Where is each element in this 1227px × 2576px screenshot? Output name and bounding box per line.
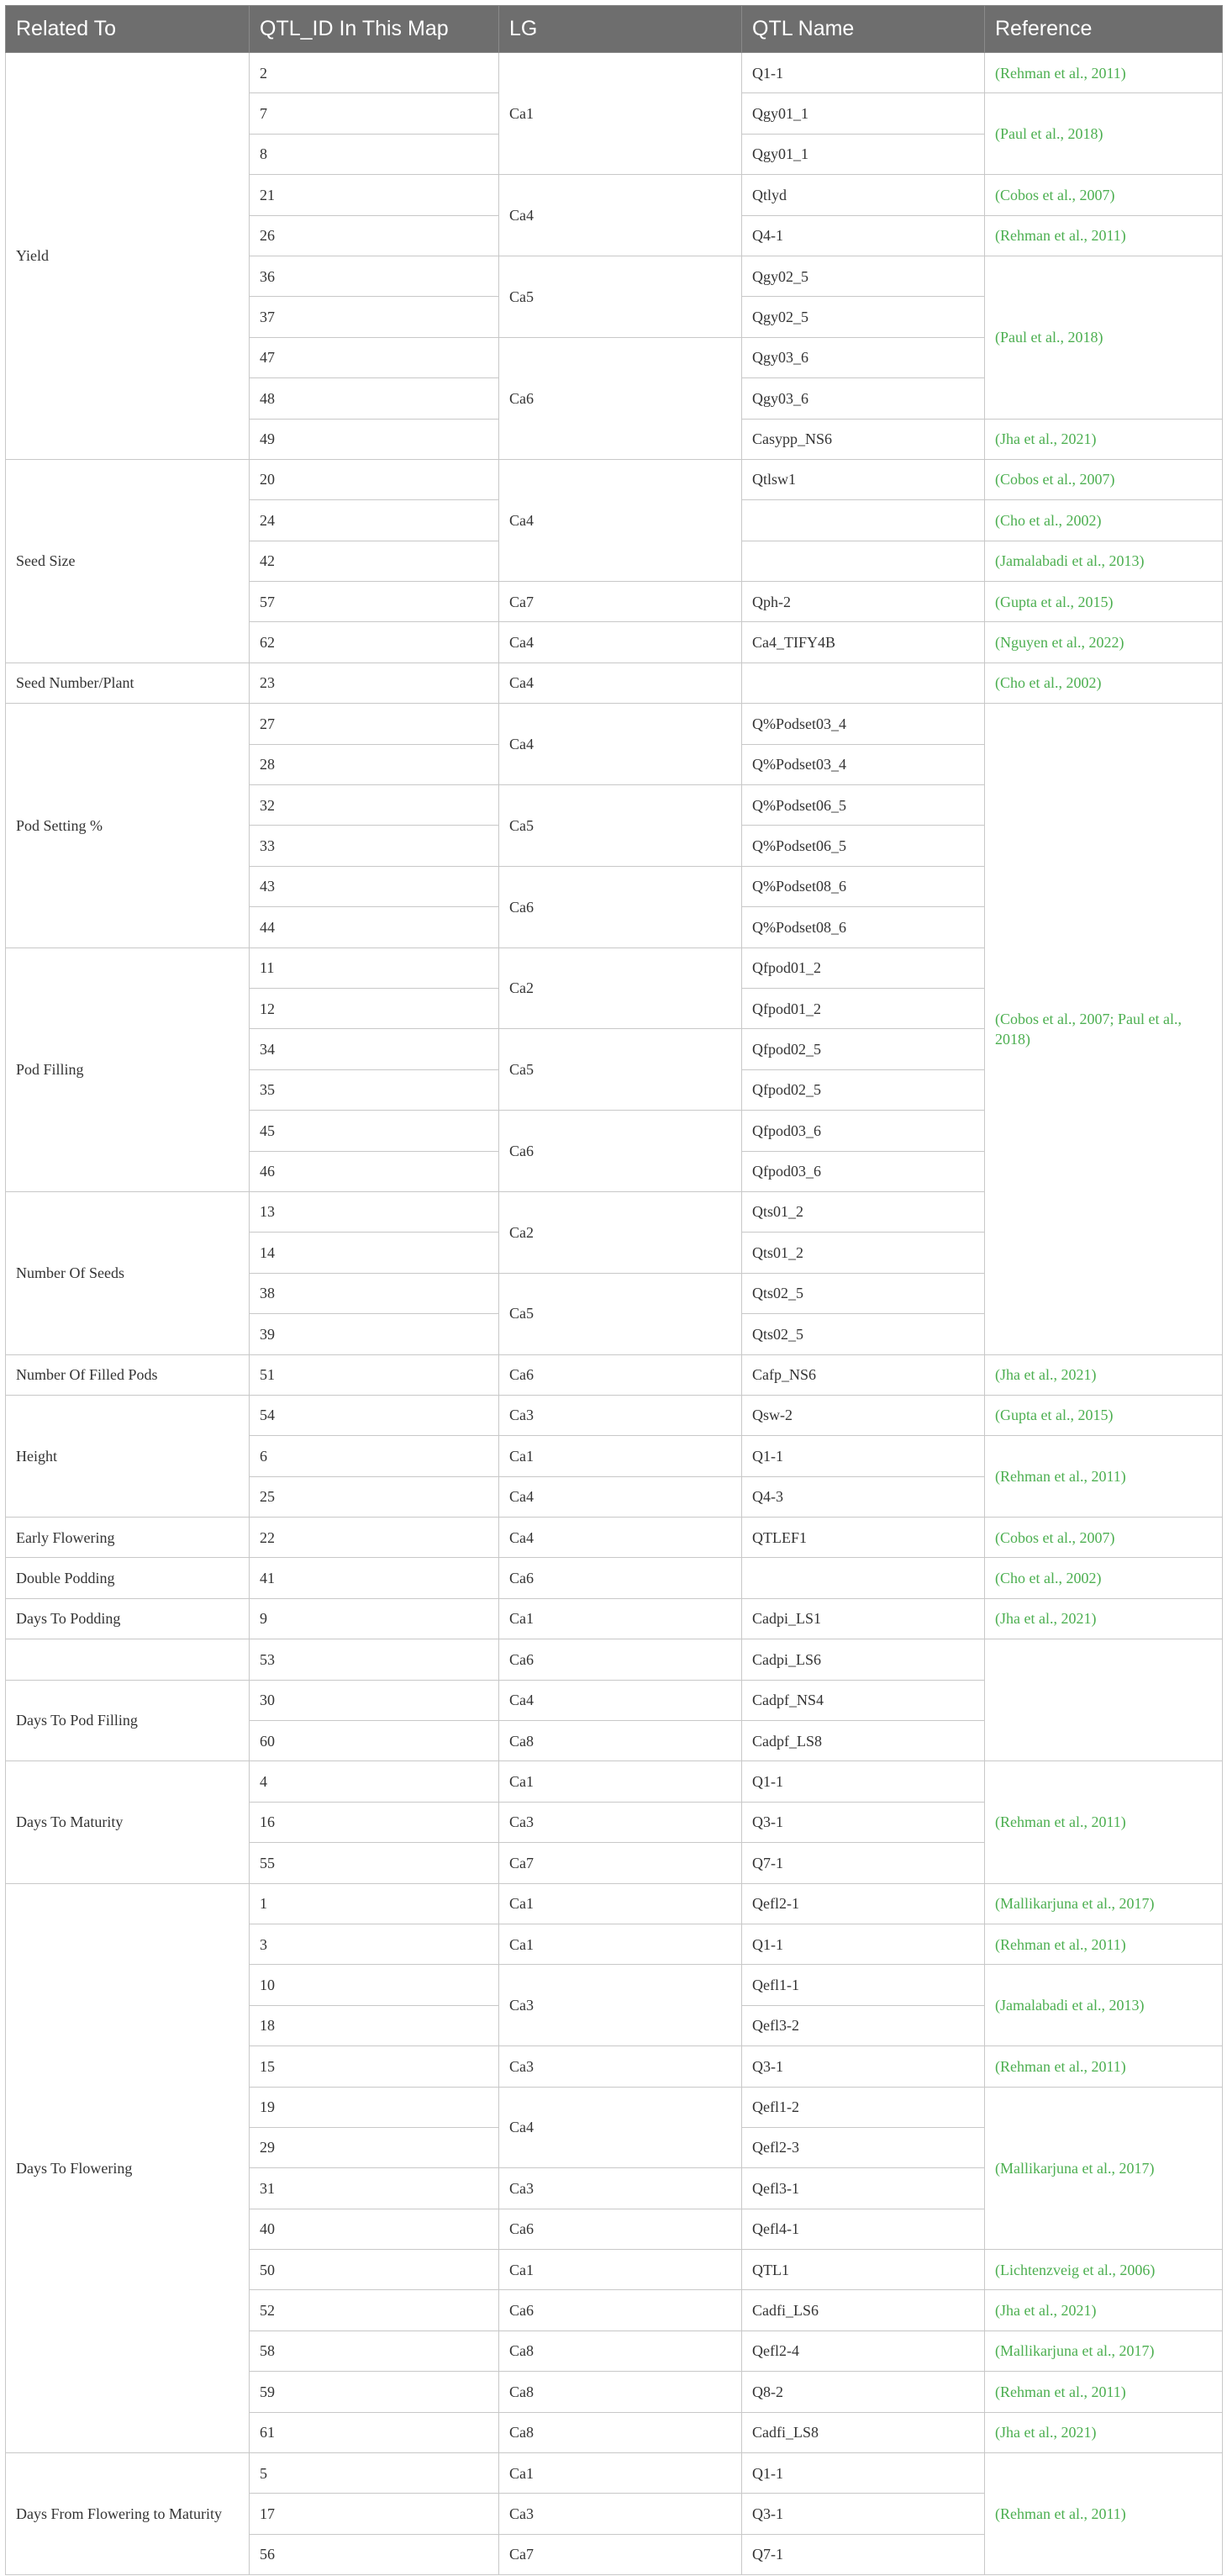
- reference-cell[interactable]: (Cho et al., 2002): [985, 1558, 1223, 1598]
- related-to-cell: Days To Flowering: [6, 1883, 250, 2452]
- reference-cell[interactable]: (Jha et al., 2021): [985, 2412, 1223, 2452]
- qtl-name-cell: [742, 662, 985, 703]
- related-to-cell: Pod Filling: [6, 948, 250, 1191]
- qtl-id-cell: 45: [250, 1111, 499, 1151]
- qtl-name-cell: Qgy01_1: [742, 134, 985, 174]
- qtl-name-cell: Qgy01_1: [742, 93, 985, 134]
- table-row: [6, 1598, 1223, 1639]
- table-row: [6, 1518, 1223, 1558]
- table-row: [6, 1761, 1223, 1802]
- qtl-id-cell: 4: [250, 1761, 499, 1802]
- table-row: [6, 53, 1223, 93]
- qtl-id-cell: 39: [250, 1314, 499, 1354]
- related-to-cell: Height: [6, 1395, 250, 1517]
- qtl-name-cell: Qgy03_6: [742, 337, 985, 377]
- reference-cell[interactable]: (Rehman et al., 2011): [985, 215, 1223, 256]
- qtl-id-cell: 12: [250, 988, 499, 1028]
- qtl-name-cell: Q%Podset08_6: [742, 907, 985, 948]
- table-row: [6, 1883, 1223, 1924]
- qtl-id-cell: 30: [250, 1680, 499, 1720]
- lg-cell: Ca6: [499, 1639, 742, 1680]
- lg-cell: Ca1: [499, 1598, 742, 1639]
- qtl-id-cell: 42: [250, 541, 499, 581]
- qtl-name-cell: Cadpf_NS4: [742, 1680, 985, 1720]
- lg-cell: Ca8: [499, 2412, 742, 2452]
- lg-cell: Ca4: [499, 662, 742, 703]
- header-related-to: Related To: [6, 6, 250, 53]
- qtl-table: [5, 5, 1223, 2575]
- qtl-id-cell: 26: [250, 215, 499, 256]
- lg-cell: Ca4: [499, 459, 742, 581]
- related-to-cell: Number Of Filled Pods: [6, 1354, 250, 1395]
- qtl-name-cell: Qefl1-2: [742, 2087, 985, 2127]
- reference-cell[interactable]: (Cobos et al., 2007): [985, 1518, 1223, 1558]
- qtl-id-cell: 50: [250, 2250, 499, 2290]
- table-row: [6, 704, 1223, 744]
- lg-cell: Ca6: [499, 2290, 742, 2331]
- qtl-name-cell: Cadfi_LS6: [742, 2290, 985, 2331]
- lg-cell: Ca7: [499, 2534, 742, 2574]
- reference-cell[interactable]: (Rehman et al., 2011): [985, 1924, 1223, 1964]
- related-to-cell: Days To Pod Filling: [6, 1680, 250, 1761]
- qtl-id-cell: 29: [250, 2127, 499, 2167]
- reference-cell[interactable]: (Rehman et al., 2011): [985, 2372, 1223, 2412]
- related-to-cell: Early Flowering: [6, 1518, 250, 1558]
- qtl-id-cell: 43: [250, 866, 499, 906]
- qtl-id-cell: 1: [250, 1883, 499, 1924]
- qtl-name-cell: Qfpod02_5: [742, 1029, 985, 1069]
- qtl-name-cell: Q1-1: [742, 2453, 985, 2494]
- reference-cell[interactable]: (Paul et al., 2018): [985, 93, 1223, 175]
- qtl-name-cell: Q4-1: [742, 215, 985, 256]
- lg-cell: Ca4: [499, 1476, 742, 1517]
- qtl-name-cell: Qfpod02_5: [742, 1069, 985, 1110]
- qtl-id-cell: 31: [250, 2168, 499, 2209]
- header-qtl-id: QTL_ID In This Map: [250, 6, 499, 53]
- reference-cell[interactable]: (Jha et al., 2021): [985, 419, 1223, 459]
- lg-cell: Ca4: [499, 175, 742, 256]
- qtl-id-cell: 18: [250, 2005, 499, 2045]
- reference-cell[interactable]: (Jha et al., 2021): [985, 2290, 1223, 2331]
- qtl-id-cell: 24: [250, 500, 499, 541]
- reference-cell[interactable]: (Cho et al., 2002): [985, 500, 1223, 541]
- qtl-id-cell: 41: [250, 1558, 499, 1598]
- qtl-name-cell: [742, 500, 985, 541]
- qtl-name-cell: Qph-2: [742, 582, 985, 622]
- related-to-cell: Days To Maturity: [6, 1761, 250, 1883]
- qtl-id-cell: 35: [250, 1069, 499, 1110]
- lg-cell: Ca4: [499, 622, 742, 662]
- qtl-name-cell: Q1-1: [742, 53, 985, 93]
- reference-cell[interactable]: (Lichtenzveig et al., 2006): [985, 2250, 1223, 2290]
- reference-cell[interactable]: [985, 1639, 1223, 1761]
- lg-cell: Ca5: [499, 1273, 742, 1354]
- qtl-name-cell: Qts02_5: [742, 1273, 985, 1313]
- lg-cell: Ca7: [499, 582, 742, 622]
- qtl-name-cell: Q%Podset03_4: [742, 704, 985, 744]
- qtl-name-cell: Qefl1-1: [742, 1965, 985, 2005]
- reference-cell[interactable]: (Paul et al., 2018): [985, 256, 1223, 419]
- header-reference: Reference: [985, 6, 1223, 53]
- qtl-name-cell: QTLEF1: [742, 1518, 985, 1558]
- qtl-name-cell: Qefl4-1: [742, 2209, 985, 2249]
- qtl-id-cell: 33: [250, 826, 499, 866]
- qtl-id-cell: 20: [250, 459, 499, 499]
- lg-cell: Ca1: [499, 1924, 742, 1964]
- qtl-id-cell: 17: [250, 2494, 499, 2534]
- qtl-id-cell: 54: [250, 1395, 499, 1435]
- qtl-name-cell: Q7-1: [742, 1843, 985, 1883]
- qtl-id-cell: 56: [250, 2534, 499, 2574]
- lg-cell: Ca5: [499, 785, 742, 867]
- qtl-id-cell: 10: [250, 1965, 499, 2005]
- lg-cell: Ca4: [499, 1680, 742, 1720]
- lg-cell: Ca5: [499, 256, 742, 337]
- qtl-id-cell: 44: [250, 907, 499, 948]
- reference-cell[interactable]: (Jamalabadi et al., 2013): [985, 1965, 1223, 2046]
- lg-cell: Ca4: [499, 704, 742, 785]
- lg-cell: Ca3: [499, 2494, 742, 2534]
- qtl-name-cell: Qsw-2: [742, 1395, 985, 1435]
- qtl-name-cell: Ca4_TIFY4B: [742, 622, 985, 662]
- qtl-id-cell: 37: [250, 297, 499, 337]
- qtl-name-cell: Cadpi_LS1: [742, 1598, 985, 1639]
- qtl-id-cell: 28: [250, 744, 499, 784]
- qtl-id-cell: 7: [250, 93, 499, 134]
- qtl-id-cell: 9: [250, 1598, 499, 1639]
- qtl-id-cell: 61: [250, 2412, 499, 2452]
- qtl-id-cell: 23: [250, 662, 499, 703]
- qtl-name-cell: Qfpod03_6: [742, 1151, 985, 1191]
- qtl-id-cell: 21: [250, 175, 499, 215]
- qtl-id-cell: 15: [250, 2046, 499, 2087]
- header-row: [6, 6, 1223, 53]
- qtl-id-cell: 59: [250, 2372, 499, 2412]
- qtl-name-cell: Q3-1: [742, 2494, 985, 2534]
- qtl-name-cell: Q4-3: [742, 1476, 985, 1517]
- qtl-id-cell: 46: [250, 1151, 499, 1191]
- reference-cell[interactable]: (Cobos et al., 2007): [985, 175, 1223, 215]
- reference-cell[interactable]: (Mallikarjuna et al., 2017): [985, 1883, 1223, 1924]
- reference-cell[interactable]: (Rehman et al., 2011): [985, 2453, 1223, 2575]
- reference-cell[interactable]: (Cho et al., 2002): [985, 662, 1223, 703]
- qtl-name-cell: Qefl3-1: [742, 2168, 985, 2209]
- qtl-name-cell: Q%Podset03_4: [742, 744, 985, 784]
- qtl-id-cell: 16: [250, 1802, 499, 1842]
- qtl-name-cell: Q%Podset06_5: [742, 826, 985, 866]
- reference-cell[interactable]: (Rehman et al., 2011): [985, 1761, 1223, 1883]
- reference-cell[interactable]: (Gupta et al., 2015): [985, 1395, 1223, 1435]
- qtl-id-cell: 52: [250, 2290, 499, 2331]
- lg-cell: Ca3: [499, 1802, 742, 1842]
- qtl-id-cell: 38: [250, 1273, 499, 1313]
- reference-cell[interactable]: (Jamalabadi et al., 2013): [985, 541, 1223, 581]
- table-row: [6, 1558, 1223, 1598]
- qtl-name-cell: QTL1: [742, 2250, 985, 2290]
- qtl-name-cell: Qefl2-4: [742, 2331, 985, 2371]
- lg-cell: Ca3: [499, 1965, 742, 2046]
- lg-cell: Ca4: [499, 2087, 742, 2168]
- qtl-id-cell: 13: [250, 1191, 499, 1232]
- related-to-cell: Days To Podding: [6, 1598, 250, 1639]
- qtl-id-cell: 36: [250, 256, 499, 296]
- qtl-id-cell: 19: [250, 2087, 499, 2127]
- qtl-name-cell: Qtlsw1: [742, 459, 985, 499]
- reference-cell[interactable]: (Mallikarjuna et al., 2017): [985, 2331, 1223, 2371]
- lg-cell: Ca8: [499, 1721, 742, 1761]
- qtl-name-cell: Qts01_2: [742, 1233, 985, 1273]
- lg-cell: Ca5: [499, 1029, 742, 1111]
- reference-cell[interactable]: (Nguyen et al., 2022): [985, 622, 1223, 662]
- qtl-id-cell: 47: [250, 337, 499, 377]
- header-qtl-name: QTL Name: [742, 6, 985, 53]
- lg-cell: Ca6: [499, 337, 742, 459]
- lg-cell: Ca1: [499, 1883, 742, 1924]
- qtl-id-cell: 8: [250, 134, 499, 174]
- qtl-id-cell: 62: [250, 622, 499, 662]
- related-to-cell: Pod Setting %: [6, 704, 250, 948]
- qtl-name-cell: Cadpi_LS6: [742, 1639, 985, 1680]
- qtl-id-cell: 58: [250, 2331, 499, 2371]
- qtl-name-cell: Qts01_2: [742, 1191, 985, 1232]
- lg-cell: Ca4: [499, 1518, 742, 1558]
- qtl-id-cell: 3: [250, 1924, 499, 1964]
- qtl-name-cell: Q%Podset08_6: [742, 866, 985, 906]
- qtl-name-cell: Qfpod01_2: [742, 988, 985, 1028]
- qtl-name-cell: Cafp_NS6: [742, 1354, 985, 1395]
- qtl-id-cell: 2: [250, 53, 499, 93]
- qtl-id-cell: 25: [250, 1476, 499, 1517]
- qtl-name-cell: Q3-1: [742, 1802, 985, 1842]
- qtl-name-cell: Cadfi_LS8: [742, 2412, 985, 2452]
- reference-cell[interactable]: (Mallikarjuna et al., 2017): [985, 2087, 1223, 2250]
- qtl-id-cell: 32: [250, 785, 499, 826]
- table-row: [6, 1395, 1223, 1435]
- qtl-id-cell: 51: [250, 1354, 499, 1395]
- related-to-cell: [6, 1639, 250, 1680]
- qtl-id-cell: 55: [250, 1843, 499, 1883]
- lg-cell: Ca1: [499, 2250, 742, 2290]
- qtl-name-cell: [742, 541, 985, 581]
- lg-cell: Ca6: [499, 1111, 742, 1192]
- related-to-cell: Seed Number/Plant: [6, 662, 250, 703]
- qtl-id-cell: 22: [250, 1518, 499, 1558]
- related-to-cell: Yield: [6, 53, 250, 460]
- qtl-name-cell: Q%Podset06_5: [742, 785, 985, 826]
- qtl-name-cell: Qgy02_5: [742, 297, 985, 337]
- related-to-cell: Days From Flowering to Maturity: [6, 2453, 250, 2575]
- header-lg: LG: [499, 6, 742, 53]
- lg-cell: Ca6: [499, 1354, 742, 1395]
- reference-cell[interactable]: (Rehman et al., 2011): [985, 2046, 1223, 2087]
- qtl-id-cell: 53: [250, 1639, 499, 1680]
- lg-cell: Ca8: [499, 2331, 742, 2371]
- qtl-id-cell: 34: [250, 1029, 499, 1069]
- qtl-id-cell: 14: [250, 1233, 499, 1273]
- qtl-name-cell: Q1-1: [742, 1761, 985, 1802]
- qtl-id-cell: 5: [250, 2453, 499, 2494]
- table-row: [6, 1639, 1223, 1680]
- qtl-id-cell: 6: [250, 1436, 499, 1476]
- lg-cell: Ca6: [499, 866, 742, 948]
- qtl-name-cell: Q3-1: [742, 2046, 985, 2087]
- qtl-id-cell: 27: [250, 704, 499, 744]
- lg-cell: Ca3: [499, 2168, 742, 2209]
- reference-cell[interactable]: (Jha et al., 2021): [985, 1354, 1223, 1395]
- lg-cell: Ca3: [499, 1395, 742, 1435]
- table-row: [6, 1354, 1223, 1395]
- qtl-name-cell: Q1-1: [742, 1436, 985, 1476]
- lg-cell: Ca1: [499, 2453, 742, 2494]
- lg-cell: Ca2: [499, 948, 742, 1029]
- qtl-id-cell: 60: [250, 1721, 499, 1761]
- qtl-name-cell: Qfpod01_2: [742, 948, 985, 988]
- qtl-name-cell: Qtlyd: [742, 175, 985, 215]
- qtl-name-cell: Qefl3-2: [742, 2005, 985, 2045]
- qtl-name-cell: Q7-1: [742, 2534, 985, 2574]
- qtl-name-cell: [742, 1558, 985, 1598]
- qtl-id-cell: 57: [250, 582, 499, 622]
- reference-cell[interactable]: (Cobos et al., 2007): [985, 459, 1223, 499]
- lg-cell: Ca8: [499, 2372, 742, 2412]
- qtl-name-cell: Qefl2-3: [742, 2127, 985, 2167]
- qtl-name-cell: Qefl2-1: [742, 1883, 985, 1924]
- reference-cell[interactable]: (Gupta et al., 2015): [985, 582, 1223, 622]
- related-to-cell: Seed Size: [6, 459, 250, 662]
- table-row: [6, 459, 1223, 499]
- related-to-cell: Number Of Seeds: [6, 1191, 250, 1354]
- qtl-name-cell: Qts02_5: [742, 1314, 985, 1354]
- lg-cell: Ca1: [499, 53, 742, 175]
- reference-cell[interactable]: (Rehman et al., 2011): [985, 1436, 1223, 1518]
- reference-cell[interactable]: (Cobos et al., 2007; Paul et al., 2018): [985, 704, 1223, 1354]
- table-row: [6, 662, 1223, 703]
- qtl-name-cell: Qgy03_6: [742, 378, 985, 419]
- reference-cell[interactable]: (Jha et al., 2021): [985, 1598, 1223, 1639]
- lg-cell: Ca7: [499, 1843, 742, 1883]
- qtl-name-cell: Qfpod03_6: [742, 1111, 985, 1151]
- table-row: [6, 2453, 1223, 2494]
- lg-cell: Ca2: [499, 1191, 742, 1273]
- qtl-name-cell: Casypp_NS6: [742, 419, 985, 459]
- qtl-id-cell: 49: [250, 419, 499, 459]
- lg-cell: Ca3: [499, 2046, 742, 2087]
- lg-cell: Ca6: [499, 2209, 742, 2249]
- qtl-id-cell: 48: [250, 378, 499, 419]
- related-to-cell: Double Podding: [6, 1558, 250, 1598]
- lg-cell: Ca1: [499, 1436, 742, 1476]
- qtl-name-cell: Q8-2: [742, 2372, 985, 2412]
- qtl-name-cell: Cadpf_LS8: [742, 1721, 985, 1761]
- reference-cell[interactable]: (Rehman et al., 2011): [985, 53, 1223, 93]
- lg-cell: Ca6: [499, 1558, 742, 1598]
- qtl-name-cell: Qgy02_5: [742, 256, 985, 296]
- qtl-id-cell: 11: [250, 948, 499, 988]
- lg-cell: Ca1: [499, 1761, 742, 1802]
- qtl-name-cell: Q1-1: [742, 1924, 985, 1964]
- qtl-id-cell: 40: [250, 2209, 499, 2249]
